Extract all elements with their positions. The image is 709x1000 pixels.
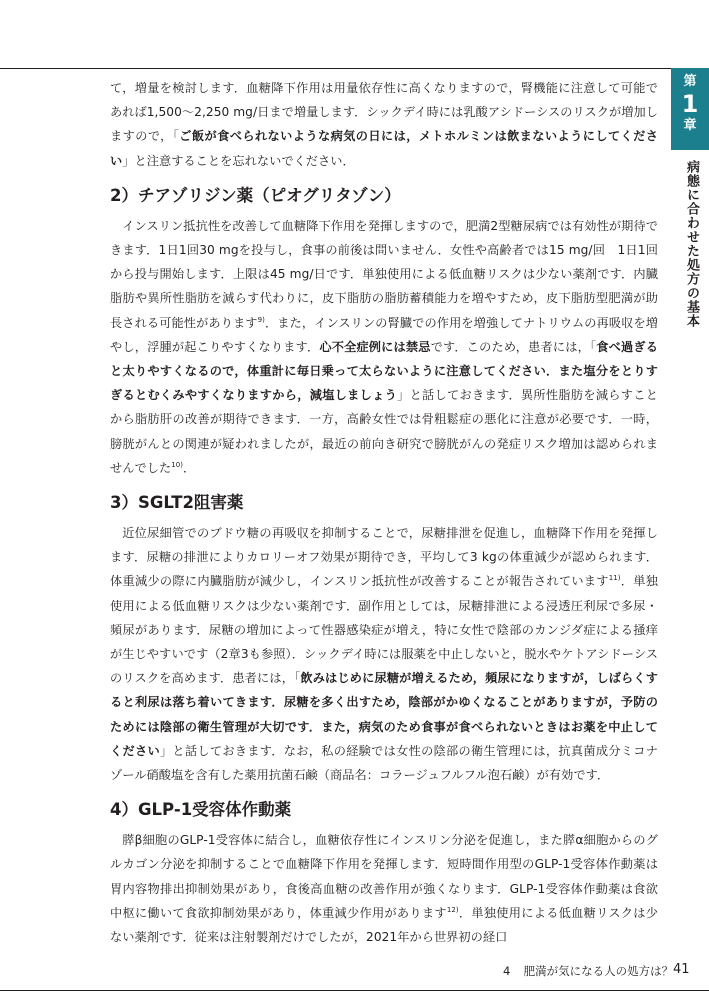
glp1-paragraph: 膵β細胞のGLP-1受容体に結合し，血糖依存性にインスリン分泌を促進し，また膵α細胞からのグルカゴン分泌を抑制することで血糖降下作用を発揮します．短時間作用型のGLP-1受容体作動薬は胃内容物排出抑制効果があり，食後高血糖の改善作用が強くなります．GLP-1受容体作動薬は食欲中枢に働いて食欲抑制効果があり，体重減少作用があります$^{12)}$．単独使用による低血糖リスクは少ない薬剤です．従来は注射製剤だけでしたが，2021年から世界初の経口 bbox=[110, 833, 658, 945]
chapter-number: 1 bbox=[681, 90, 699, 118]
frame-bottom-line bbox=[0, 990, 709, 991]
citation: 11) bbox=[608, 574, 621, 583]
footer-section-title: 肥満が気になる人の処方は？ bbox=[523, 964, 674, 978]
chapter-tab bbox=[671, 68, 709, 150]
chapter-suffix: 章 bbox=[683, 118, 697, 133]
emphasis-text: 食べ過ぎると太りやすくなるので，体重計に毎日乗って太らないように注意してください．また塩分をとりすぎるとむくみやすくなりますから，減塩しましょう bbox=[110, 339, 659, 403]
section-heading-thiazolidinedione: 2）チアゾリジン薬（ピオグリタゾン） bbox=[110, 185, 401, 205]
citation: 10) bbox=[171, 460, 183, 469]
chapter-prefix: 第 bbox=[683, 74, 697, 89]
emphasis-text: してください bbox=[110, 129, 658, 168]
chapter-title: 病態に合わせた処方の基本 bbox=[684, 160, 699, 328]
emphasis-text: 飲みはじめに尿糖が増えるため，頻尿になりますが，しばらくすると利尿は落ち着いてきます．尿糖を多く出すため，陰部がかゆくなることがありますが，予防のためには陰部の衛生管理が大切です．また，病気のため食事が食べられないときはお薬を中止してください bbox=[110, 671, 658, 758]
emphasis-text: ご飯が食べられないような病気の日には，メトホルミンは飲まないように bbox=[179, 129, 596, 144]
section-heading-glp1: 4）GLP-1受容体作動薬 bbox=[110, 800, 292, 820]
sglt2-paragraph: 近位尿細管でのブドウ糖の再吸収を抑制することで，尿糖排泄を促進し，血糖降下作用を発揮します．尿糖の排泄によりカロリーオフ効果が期待でき，平均して3 kgの体重減少が認められます．体重減少の際に内臓脂肪が減少し，インスリン抵抗性が改善することが報告されています$^{11)}$．単独使用による低血糖リスクは少ない薬剤です．副作用としては，尿糖排泄による浸透圧利尿で多尿・頻尿があります．尿糖の増加によって性器感染症が増え，特に女性で陰部のカンジダ症による掻痒が生じやすいです（2章3も参照）．シックデイ時には服薬を中止しないと，脱水やケトアシドーシスのリスクを高めます．患者には，「飲みはじめに尿糖が増えるため，頻尿になりますが，しばらくすると利尿は落ち着いてきます．尿糖を多く出すため，陰部がかゆくなることがありますが，予防のためには陰部の衛生管理が大切です．また，病気のため食事が食べられないときはお薬を中止してください」と話しておきます．なお，私の経験では女性の陰部の衛生管理には，抗真菌成分ミコナゾール硝酸塩を含有した薬用抗菌石鹸（商品名：コラージュフルフル泡石鹸）が有効です． bbox=[110, 526, 658, 783]
page-number: 41 bbox=[673, 962, 690, 977]
citation: 12) bbox=[446, 905, 459, 914]
footer-section-number: 4 bbox=[503, 964, 511, 978]
emphasis-text: 心不全症例には禁忌 bbox=[319, 339, 431, 354]
intro-paragraph: て，増量を検討します．血糖降下作用は用量依存性に高くなりますので，腎機能に注意して可能であれば1,500～2,250 mg/日まで増量します．シックデイ時には乳酸アシドーシスのリスクが増加しますので，「ご飯が食べられないような病気の日には，メトホルミンは飲まないようにしてください」と注意することを忘れないでください． bbox=[110, 81, 658, 168]
frame-top-line bbox=[0, 68, 709, 69]
citation: 9) bbox=[257, 315, 265, 324]
running-footer bbox=[503, 963, 673, 979]
page-body bbox=[110, 76, 658, 949]
section-heading-sglt2: 3）SGLT2阻害薬 bbox=[110, 493, 244, 513]
thiazolidinedione-paragraph: インスリン抵抗性を改善して血糖降下作用を発揮しますので，肥満2型糖尿病では有効性が期待できます．1日1回30 mgを投与し，食事の前後は問いません．女性や高齢者では15 mg/回 1日1回から投与開始します．上限は45 mg/日です．単独使用による低血糖リスクは少ない薬剤です．内臓脂肪や異所性脂肪を減らす代わりに，皮下脂肪の脂肪蓄積能力を増やすため，皮下脂肪型肥満が助長される可能性があります$^{9)}$．また，インスリンの腎臓での作用を増強してナトリウムの再吸収を増やし，浮腫が起こりやすくなります．心不全症例には禁忌です．このため，患者には，「食べ過ぎると太りやすくなるので，体重計に毎日乗って太らないように注意してください．また塩分をとりすぎるとむくみやすくなりますから，減塩しましょう」と話しておきます．異所性脂肪を減らすことから脂肪肝の改善が期待できます．一方，高齢女性では骨粗鬆症の悪化に注意が必要です．一時，膀胱がんとの関連が疑われましたが，最近の前向き研究で膀胱がんの発症リスク増加は認められませんでした$^{10)}$． bbox=[110, 218, 659, 475]
